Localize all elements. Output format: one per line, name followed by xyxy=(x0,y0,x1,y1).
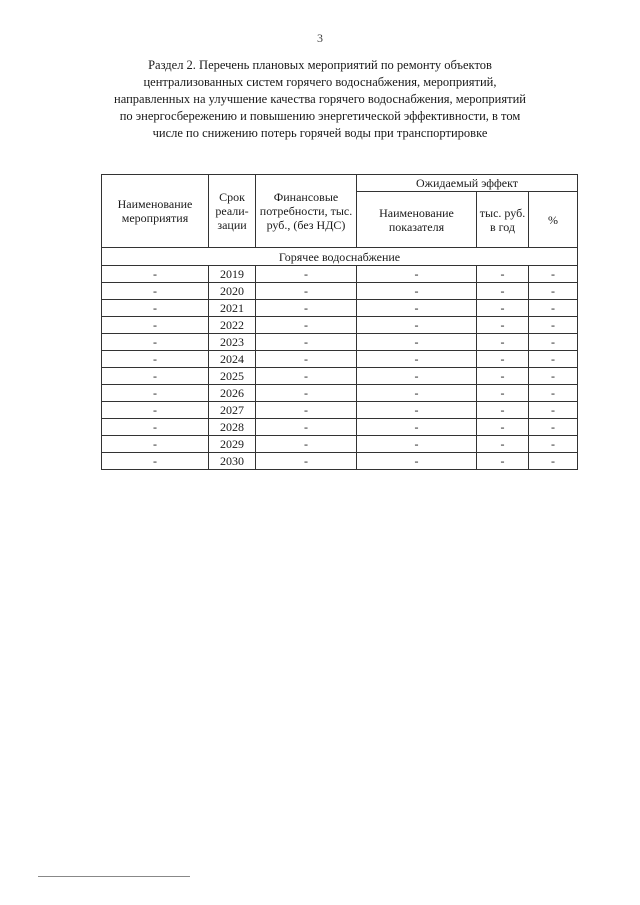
cell-rub: - xyxy=(477,300,529,317)
cell-year: 2027 xyxy=(209,402,256,419)
cell-indicator: - xyxy=(357,368,477,385)
header-percent: % xyxy=(529,192,578,248)
cell-name: - xyxy=(102,300,209,317)
table-row xyxy=(102,436,578,453)
table-row xyxy=(102,419,578,436)
cell-indicator: - xyxy=(357,283,477,300)
header-term: Срок реали-зации xyxy=(209,175,256,248)
cell-finance: - xyxy=(256,368,357,385)
cell-percent: - xyxy=(529,351,578,368)
cell-rub: - xyxy=(477,402,529,419)
cell-rub: - xyxy=(477,453,529,470)
section-title-line: по энергосбережению и повышению энергетической эффективности, в том xyxy=(119,109,521,123)
cell-rub: - xyxy=(477,334,529,351)
cell-name: - xyxy=(102,385,209,402)
cell-year: 2024 xyxy=(209,351,256,368)
cell-indicator: - xyxy=(357,436,477,453)
cell-year: 2020 xyxy=(209,283,256,300)
cell-name: - xyxy=(102,453,209,470)
cell-rub: - xyxy=(477,283,529,300)
cell-indicator: - xyxy=(357,419,477,436)
cell-finance: - xyxy=(256,453,357,470)
cell-finance: - xyxy=(256,419,357,436)
cell-rub: - xyxy=(477,436,529,453)
cell-percent: - xyxy=(529,453,578,470)
cell-year: 2023 xyxy=(209,334,256,351)
cell-percent: - xyxy=(529,334,578,351)
section-title-line: Раздел 2. Перечень плановых мероприятий по ремонту объектов xyxy=(148,58,492,72)
table-row xyxy=(102,317,578,334)
section-title xyxy=(95,57,545,142)
cell-year: 2021 xyxy=(209,300,256,317)
section-row-hot-water: Горячее водоснабжение xyxy=(102,248,578,266)
cell-name: - xyxy=(102,317,209,334)
header-indicator: Наименование показателя xyxy=(357,192,477,248)
cell-percent: - xyxy=(529,300,578,317)
table-row xyxy=(102,283,578,300)
cell-indicator: - xyxy=(357,300,477,317)
cell-year: 2028 xyxy=(209,419,256,436)
table-row xyxy=(102,402,578,419)
section-title-line: направленных на улучшение качества горячего водоснабжения, мероприятий xyxy=(114,92,526,106)
table-row xyxy=(102,453,578,470)
cell-year: 2026 xyxy=(209,385,256,402)
cell-indicator: - xyxy=(357,334,477,351)
header-finance: Финансовые потребности, тыс. руб., (без НДС) xyxy=(256,175,357,248)
cell-rub: - xyxy=(477,351,529,368)
measures-table xyxy=(101,174,578,470)
cell-year: 2025 xyxy=(209,368,256,385)
cell-percent: - xyxy=(529,317,578,334)
section-title-line: централизованных систем горячего водоснабжения, мероприятий, xyxy=(143,75,497,89)
cell-finance: - xyxy=(256,334,357,351)
cell-name: - xyxy=(102,402,209,419)
cell-rub: - xyxy=(477,368,529,385)
table-row xyxy=(102,334,578,351)
cell-rub: - xyxy=(477,266,529,283)
cell-indicator: - xyxy=(357,402,477,419)
cell-finance: - xyxy=(256,317,357,334)
cell-indicator: - xyxy=(357,317,477,334)
cell-name: - xyxy=(102,334,209,351)
cell-year: 2030 xyxy=(209,453,256,470)
cell-finance: - xyxy=(256,351,357,368)
header-effect: Ожидаемый эффект xyxy=(357,175,578,192)
footer-divider xyxy=(38,876,190,877)
table-row xyxy=(102,351,578,368)
cell-name: - xyxy=(102,419,209,436)
header-name: Наименование мероприятия xyxy=(102,175,209,248)
cell-finance: - xyxy=(256,300,357,317)
cell-percent: - xyxy=(529,266,578,283)
cell-rub: - xyxy=(477,317,529,334)
table-row xyxy=(102,300,578,317)
cell-percent: - xyxy=(529,436,578,453)
cell-finance: - xyxy=(256,266,357,283)
cell-name: - xyxy=(102,368,209,385)
cell-name: - xyxy=(102,351,209,368)
cell-percent: - xyxy=(529,283,578,300)
cell-year: 2029 xyxy=(209,436,256,453)
table-row xyxy=(102,385,578,402)
cell-percent: - xyxy=(529,368,578,385)
page-number: 3 xyxy=(317,31,323,45)
cell-year: 2022 xyxy=(209,317,256,334)
cell-year: 2019 xyxy=(209,266,256,283)
cell-percent: - xyxy=(529,385,578,402)
cell-finance: - xyxy=(256,436,357,453)
cell-finance: - xyxy=(256,385,357,402)
cell-indicator: - xyxy=(357,453,477,470)
cell-indicator: - xyxy=(357,385,477,402)
cell-finance: - xyxy=(256,402,357,419)
cell-percent: - xyxy=(529,419,578,436)
cell-indicator: - xyxy=(357,351,477,368)
table-row xyxy=(102,266,578,283)
cell-name: - xyxy=(102,266,209,283)
cell-percent: - xyxy=(529,402,578,419)
table-row xyxy=(102,368,578,385)
cell-rub: - xyxy=(477,419,529,436)
cell-finance: - xyxy=(256,283,357,300)
cell-rub: - xyxy=(477,385,529,402)
cell-name: - xyxy=(102,283,209,300)
cell-indicator: - xyxy=(357,266,477,283)
cell-name: - xyxy=(102,436,209,453)
header-thousand-rub: тыс. руб. в год xyxy=(477,192,529,248)
section-title-line: числе по снижению потерь горячей воды при транспортировке xyxy=(152,126,488,140)
